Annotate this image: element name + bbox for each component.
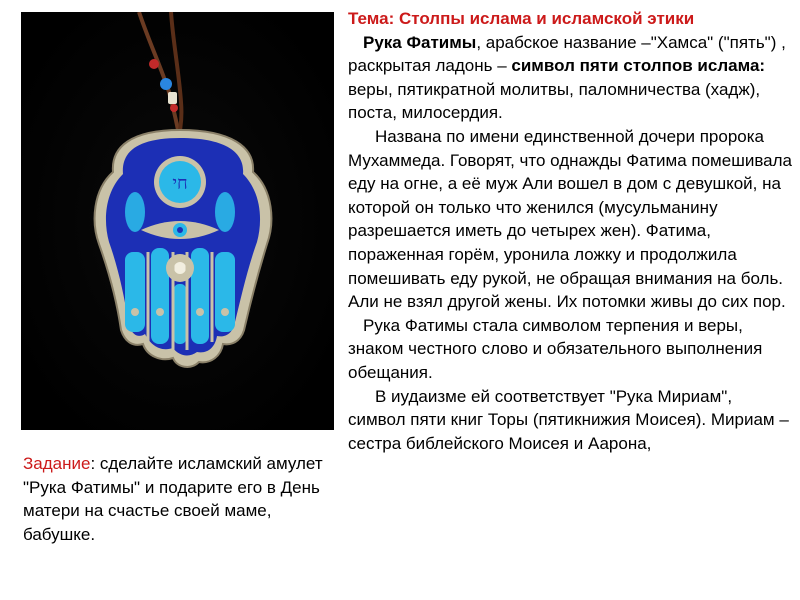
- svg-text:חי: חי: [172, 173, 188, 194]
- paragraph-4: В иудаизме ей соответствует "Рука Мириам", символ пяти книг Торы (пятикнижия Моисея). Мириам – сестра библейского Моисея и Аарона,: [348, 386, 789, 453]
- hamsa-amulet-image: [21, 12, 334, 430]
- paragraph-1-text-1: , арабское название –"Хамса" ("пять") , раскрытая ладонь –: [348, 32, 786, 76]
- paragraph-1-text-2: веры, пятикратной молитвы, паломничества (хадж), поста, милосердия.: [348, 79, 761, 123]
- paragraph-1: [348, 31, 794, 125]
- paragraph-1-bold-1: Рука Фатимы: [363, 32, 477, 52]
- paragraph-3: Рука Фатимы стала символом терпения и веры, знаком честного слово и обязательного выполнения обещания.: [348, 315, 763, 382]
- task-text: : сделайте исламский амулет "Рука Фатимы" и подарите его в День матери на счастье своей маме, бабушке.: [23, 454, 323, 544]
- paragraph-1-bold-2: символ пяти столпов ислама:: [511, 56, 766, 76]
- paragraph-2: Названа по имени единственной дочери пророка Мухаммеда. Говорят, что однажды Фатима помешивала еду на огне, а её муж Али вошел в дом с девушкой, на которой он только что женился (мусульманину разрешается иметь до четырех жен). Фатима, пораженная горём, уронила ложку и продолжила помешивать еду рукой, не обращая внимания на боль. Али не взял другой жены. Их потомки живы до сих пор.: [348, 126, 792, 312]
- article-text: [348, 7, 794, 455]
- page-title: Тема: Столпы ислама и исламской этики: [348, 9, 695, 28]
- task-label: Задание: [23, 454, 91, 473]
- task-block: [23, 452, 323, 546]
